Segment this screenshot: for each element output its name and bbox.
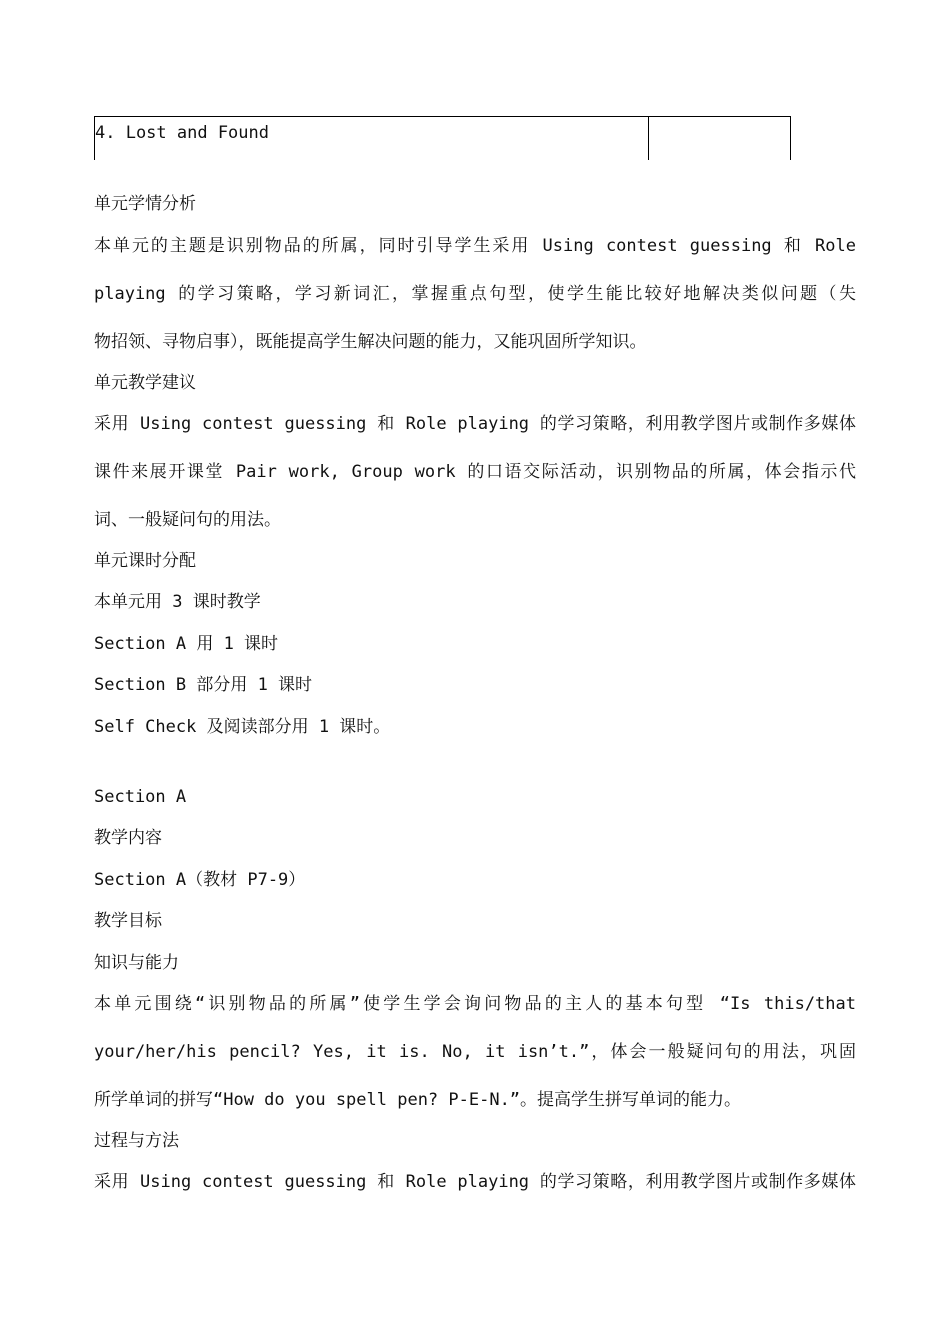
unit-analysis-line: playing 的学习策略，学习新词汇，掌握重点句型，使学生能比较好地解决类似问题（失 <box>94 284 856 304</box>
process-heading: 过程与方法 <box>94 1131 179 1151</box>
knowledge-line: your/her/his pencil? Yes, it is. No, it isn’t.”，体会一般疑问句的用法，巩固 <box>94 1042 856 1062</box>
unit-analysis-line: 本单元的主题是识别物品的所属，同时引导学生采用 Using contest guessing 和 Role <box>94 236 856 256</box>
schedule-item: Section A 用 1 课时 <box>94 634 279 654</box>
unit-title: 4. Lost and Found <box>95 123 269 143</box>
knowledge-heading: 知识与能力 <box>94 953 179 973</box>
teaching-suggestion-heading: 单元教学建议 <box>94 373 196 393</box>
schedule-item: 本单元用 3 课时教学 <box>94 592 261 612</box>
unit-analysis-line: 物招领、寻物启事），既能提高学生解决问题的能力，又能巩固所学知识。 <box>94 332 647 352</box>
teaching-suggestion-line: 采用 Using contest guessing 和 Role playing 的学习策略，利用教学图片或制作多媒体 <box>94 414 856 434</box>
title-table <box>94 116 791 160</box>
section-a-title: Section A <box>94 787 187 807</box>
knowledge-line: 所学单词的拼写“How do you spell pen? P-E-N.”。提高学生拼写单词的能力。 <box>94 1090 742 1110</box>
content-heading: 教学内容 <box>94 828 162 848</box>
schedule-heading: 单元课时分配 <box>94 551 196 571</box>
teaching-suggestion-paragraph <box>94 414 856 558</box>
knowledge-paragraph <box>94 994 856 1138</box>
process-paragraph <box>94 1172 856 1220</box>
content-text: Section A（教材 P7-9） <box>94 870 306 890</box>
schedule-item: Self Check 及阅读部分用 1 课时。 <box>94 717 391 737</box>
knowledge-line: 本单元围绕“识别物品的所属”使学生学会询问物品的主人的基本句型 “Is this/that <box>94 994 856 1014</box>
schedule-item: Section B 部分用 1 课时 <box>94 675 313 695</box>
teaching-suggestion-line: 课件来展开课堂 Pair work, Group work 的口语交际活动，识别物品的所属，体会指示代 <box>94 462 856 482</box>
unit-analysis-paragraph <box>94 236 856 380</box>
process-line: 采用 Using contest guessing 和 Role playing 的学习策略，利用教学图片或制作多媒体 <box>94 1172 856 1192</box>
teaching-suggestion-line: 词、一般疑问句的用法。 <box>94 510 281 530</box>
unit-analysis-heading: 单元学情分析 <box>94 194 196 214</box>
goals-heading: 教学目标 <box>94 911 162 931</box>
table-divider <box>648 117 649 160</box>
